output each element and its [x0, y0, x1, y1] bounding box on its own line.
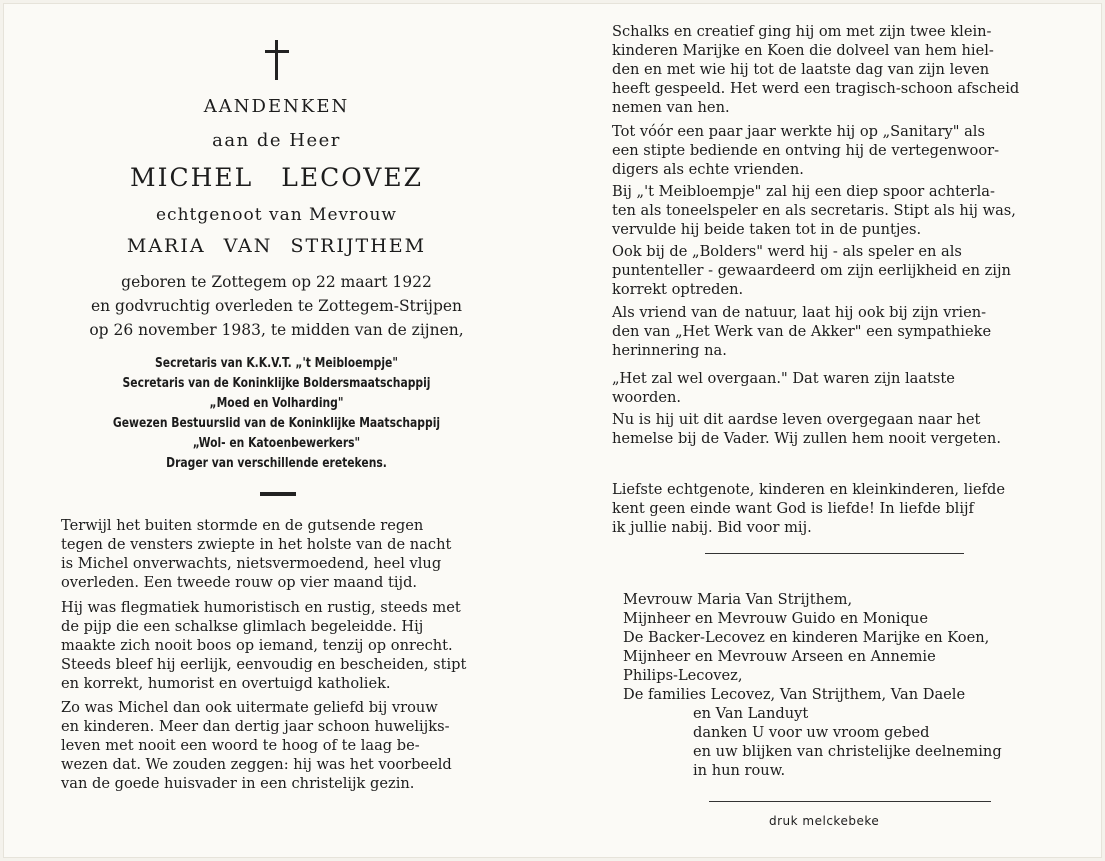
- paragraph: [612, 182, 1072, 239]
- text-line: Nu is hij uit dit aardse leven overgegaan naar het: [612, 411, 981, 428]
- paragraph: [612, 410, 1072, 448]
- family-list: [623, 590, 989, 704]
- text-line: Terwijl het buiten stormde en de gutsende regen: [61, 517, 424, 534]
- text-line: wezen dat. We zouden zeggen: hij was het voorbeeld: [61, 756, 452, 773]
- text-line: „Het zal wel overgaan." Dat waren zijn laatste: [612, 370, 955, 387]
- thanks-block: [693, 704, 1002, 780]
- title-line: „Moed en Volharding": [209, 396, 344, 411]
- paragraph: [61, 698, 523, 793]
- text-line: nemen van hen.: [612, 99, 730, 116]
- salutation: aan de Heer: [212, 130, 341, 151]
- text-line: heeft gespeeld. Het werd een tragisch-schoon afscheid: [612, 80, 1020, 97]
- text-line: Mijnheer en Mevrouw Guido en Monique: [623, 610, 928, 627]
- paragraph: [612, 22, 1072, 117]
- text-line: hemelse bij de Vader. Wij zullen hem nooit vergeten.: [612, 430, 1001, 447]
- text-line: puntenteller - gewaardeerd om zijn eerlijkheid en zijn: [612, 262, 1011, 279]
- text-line: Hij was flegmatiek humoristisch en rustig, steeds met: [61, 599, 461, 616]
- bio-block: [4, 270, 549, 342]
- paragraph: [612, 122, 1072, 179]
- text-line: Bij „'t Meibloempje" zal hij een diep spoor achterla-: [612, 183, 995, 200]
- title-line: Secretaris van K.K.V.T. „'t Meibloempje": [155, 356, 398, 371]
- memorial-card: [4, 4, 1101, 857]
- text-line: De Backer-Lecovez en kinderen Marijke en Koen,: [623, 629, 990, 646]
- bio-line: geboren te Zottegem op 22 maart 1922: [121, 273, 432, 291]
- text-line: vervulde hij beide taken tot in de puntjes.: [612, 221, 922, 238]
- spouse-intro: echtgenoot van Mevrouw: [156, 205, 397, 225]
- text-line: Tot vóór een paar jaar werkte hij op „Sanitary" als: [612, 123, 985, 140]
- title-line: Drager van verschillende eretekens.: [166, 456, 387, 471]
- text-line: Philips-Lecovez,: [623, 667, 743, 684]
- paragraph: [612, 369, 1072, 407]
- bio-line: op 26 november 1983, te midden van de zijnen,: [89, 321, 464, 339]
- text-line: Mijnheer en Mevrouw Arseen en Annemie: [623, 648, 936, 665]
- title-line: Secretaris van de Koninklijke Boldersmaatschappij: [122, 376, 431, 391]
- text-line: overleden. Een tweede rouw op vier maand tijd.: [61, 574, 418, 591]
- text-line: Steeds bleef hij eerlijk, eenvoudig en bescheiden, stipt: [61, 656, 467, 673]
- text-line: korrekt optreden.: [612, 281, 744, 298]
- deceased-name: MICHEL LECOVEZ: [130, 163, 423, 192]
- text-line: is Michel onverwachts, nietsvermoedend, heel vlug: [61, 555, 442, 572]
- text-line: Schalks en creatief ging hij om met zijn twee klein-: [612, 23, 992, 40]
- text-line: leven met nooit een woord te hoog of te laag be-: [61, 737, 420, 754]
- paragraph: [61, 598, 523, 693]
- paragraph: [612, 303, 1072, 360]
- titles-block: [26, 354, 527, 474]
- text-line: en kinderen. Meer dan dertig jaar schoon huwelijks-: [61, 718, 450, 735]
- printer-credit: druk melckebeke: [769, 814, 880, 828]
- left-panel: [4, 4, 549, 857]
- divider-line: [709, 801, 991, 802]
- text-line: en uw blijken van christelijke deelneming: [693, 743, 1002, 760]
- text-line: de pijp die een schalkse glimlach begeleidde. Hij: [61, 618, 424, 635]
- text-line: den van „Het Werk van de Akker" een sympathieke: [612, 323, 992, 340]
- text-line: Ook bij de „Bolders" werd hij - als speler en als: [612, 243, 962, 260]
- text-line: woorden.: [612, 389, 682, 406]
- paragraph: [61, 516, 523, 592]
- text-line: kinderen Marijke en Koen die dolveel van hem hiel-: [612, 42, 994, 59]
- text-line: maakte zich nooit boos op iemand, tenzij op onrecht.: [61, 637, 453, 654]
- card-title: AANDENKEN: [203, 96, 350, 117]
- cross-icon: [259, 40, 295, 84]
- text-line: den en met wie hij tot de laatste dag van zijn leven: [612, 61, 990, 78]
- spouse-name: MARIA VAN STRIJTHEM: [126, 235, 427, 257]
- right-panel: [557, 4, 1101, 857]
- farewell-message: [612, 480, 1072, 537]
- text-line: kent geen einde want God is liefde! In liefde blijf: [612, 500, 974, 517]
- text-line: digers als echte vrienden.: [612, 161, 804, 178]
- text-line: ten als toneelspeler en als secretaris. Stipt als hij was,: [612, 202, 1016, 219]
- text-line: De families Lecovez, Van Strijthem, Van Daele: [623, 686, 966, 703]
- text-line: tegen de vensters zwiepte in het holste van de nacht: [61, 536, 452, 553]
- short-divider: [260, 492, 296, 496]
- text-line: en korrekt, humorist en overtuigd katholiek.: [61, 675, 391, 692]
- text-line: herinnering na.: [612, 342, 727, 359]
- title-line: Gewezen Bestuurslid van de Koninklijke Maatschappij: [112, 416, 441, 431]
- text-line: Liefste echtgenote, kinderen en kleinkinderen, liefde: [612, 481, 1005, 498]
- text-line: Als vriend van de natuur, laat hij ook bij zijn vrien-: [612, 304, 987, 321]
- bio-line: en godvruchtig overleden te Zottegem-Strijpen: [90, 297, 463, 315]
- text-line: Zo was Michel dan ook uitermate geliefd bij vrouw: [61, 699, 438, 716]
- text-line: ik jullie nabij. Bid voor mij.: [612, 519, 812, 536]
- text-line: in hun rouw.: [693, 762, 786, 779]
- text-line: Mevrouw Maria Van Strijthem,: [623, 591, 853, 608]
- text-line: en Van Landuyt: [693, 705, 809, 722]
- text-line: een stipte bediende en ontving hij de vertegenwoor-: [612, 142, 1000, 159]
- text-line: danken U voor uw vroom gebed: [693, 724, 930, 741]
- text-line: van de goede huisvader in een christelijk gezin.: [61, 775, 415, 792]
- paragraph: [612, 242, 1072, 299]
- divider-line: [705, 553, 964, 554]
- title-line: „Wol- en Katoenbewerkers": [192, 436, 361, 451]
